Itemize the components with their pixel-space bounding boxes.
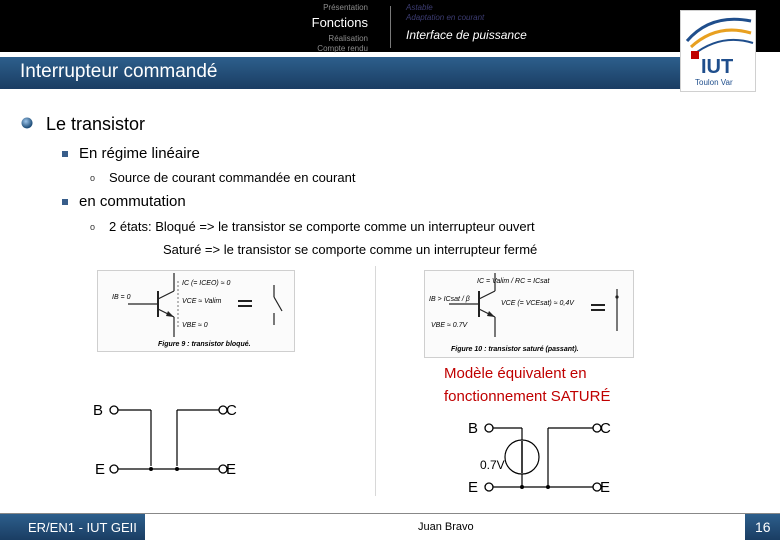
nav-right-group <box>406 3 527 43</box>
footer-course: ER/EN1 - IUT GEII <box>28 520 137 535</box>
fig10-vce: VCE (= VCEsat) ≈ 0,4V <box>501 300 574 307</box>
saturated-model-diagram <box>460 415 620 500</box>
nav-item-presentation[interactable]: Présentation <box>323 3 368 12</box>
right-model-b-label: B <box>468 420 479 437</box>
iut-logo-icon <box>681 11 755 91</box>
right-model-vd: 0.7V <box>480 458 505 472</box>
nav-item-compte-rendu[interactable]: Compte rendu <box>317 44 368 53</box>
nav-item-interface-puissance[interactable]: Interface de puissance <box>406 28 527 42</box>
model-title-line1: Modèle équivalent en <box>444 365 587 382</box>
footer-author: Juan Bravo <box>418 521 474 533</box>
bullet-deux-etats: 2 états: Bloqué => le transistor se comporte comme un interrupteur ouvert <box>109 219 535 234</box>
slide-title: Interrupteur commandé <box>20 61 218 82</box>
left-model-e-left: E <box>95 461 106 478</box>
left-model-b-label: B <box>93 402 104 419</box>
bullet-sature: Saturé => le transistor se comporte comme un interrupteur fermé <box>163 242 538 257</box>
page-number: 16 <box>755 519 771 535</box>
logo-text: IUT <box>701 56 734 78</box>
right-model-e-left: E <box>468 479 479 496</box>
fig10-ic: IC = Valim / RC = ICsat <box>477 278 550 285</box>
left-model-c-label: C <box>226 402 237 419</box>
fig10-vbe: VBE ≈ 0.7V <box>431 322 468 329</box>
bullet-commutation: en commutation <box>79 193 186 210</box>
footer-page-block <box>745 514 780 540</box>
round-bullet-icon <box>20 116 34 130</box>
right-model-c-label: C <box>600 420 611 437</box>
nav-divider <box>390 6 391 48</box>
nav-item-realisation[interactable]: Réalisation <box>328 34 368 43</box>
fig9-caption: Figure 9 : transistor bloqué. <box>158 341 251 348</box>
nav-item-astable[interactable]: Astable <box>406 3 433 12</box>
fig9-ic: IC (= ICEO) ≈ 0 <box>182 280 231 287</box>
fig10-caption: Figure 10 : transistor saturé (passant). <box>451 346 579 353</box>
iut-logo <box>680 10 756 92</box>
logo-subtext: Toulon Var <box>695 78 733 87</box>
right-model-e-right: E <box>600 479 611 496</box>
model-title-line2: fonctionnement SATURÉ <box>444 388 611 405</box>
fig10-ib: IB > ICsat / β <box>429 296 470 303</box>
fig9-vce: VCE ≈ Valim <box>182 298 222 305</box>
fig9-ib: IB = 0 <box>112 294 131 301</box>
bullet-source-courant: Source de courant commandée en courant <box>109 170 356 185</box>
fig9-vbe: VBE ≈ 0 <box>182 322 208 329</box>
figure-9-image <box>97 270 295 352</box>
footer-course-block <box>0 514 145 540</box>
column-separator <box>375 266 376 496</box>
square-bullet-icon <box>62 199 68 205</box>
bullet-transistor: Le transistor <box>46 114 146 134</box>
square-bullet-icon <box>62 151 68 157</box>
nav-left-group <box>312 3 368 54</box>
open-switch-model <box>85 390 345 490</box>
nav-item-fonctions[interactable]: Fonctions <box>311 15 368 30</box>
circle-bullet-icon: o <box>90 173 96 183</box>
bullet-regime-lineaire: En régime linéaire <box>79 145 200 162</box>
circle-bullet-icon: o <box>90 222 96 232</box>
nav-item-adaptation[interactable]: Adaptation en courant <box>406 13 485 22</box>
slide-title-bar <box>0 57 700 89</box>
top-navigation-bar <box>0 0 780 52</box>
figure-10-image <box>424 270 634 358</box>
left-model-e-right: E <box>226 461 237 478</box>
